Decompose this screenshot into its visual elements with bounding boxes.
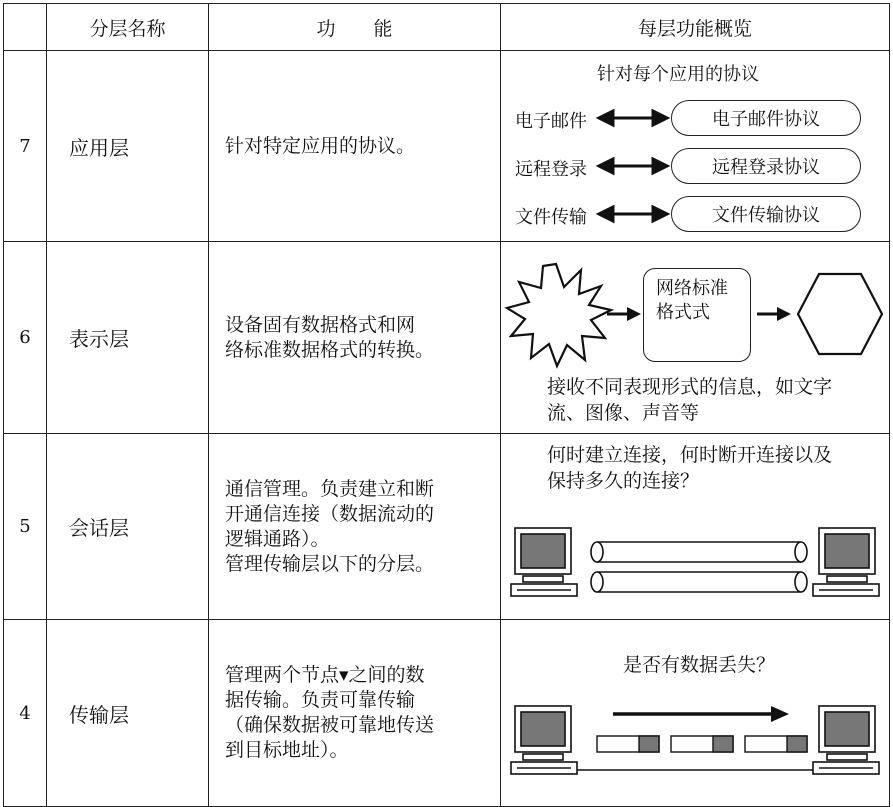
layer-overview (501, 620, 890, 807)
caption-line: 保持多久的连接？ (547, 470, 700, 492)
layer-overview (501, 242, 890, 434)
layer-name: 应用层 (47, 51, 209, 242)
data-packet-icon (745, 736, 807, 752)
caption-line: 接收不同表现形式的信息，如文字 (547, 376, 833, 398)
table-row-layer-7 (4, 51, 890, 242)
hexagon-icon (798, 274, 882, 354)
table-header-row (4, 4, 890, 51)
function-line: 针对特定应用的协议。 (225, 134, 416, 157)
overview-caption: 是否有数据丢失？ (623, 654, 776, 676)
connection-pipe-icon (591, 572, 807, 592)
app-label-email: 电子邮件 (515, 111, 587, 132)
overview-title: 针对每个应用的协议 (597, 64, 759, 85)
box-line: 网络标准 (656, 278, 728, 299)
protocol-pill-file-transfer: 文件传输协议 (671, 196, 861, 232)
function-line: 管理两个节点▾之间的数 (225, 664, 425, 686)
function-line: 逻辑通路）。 (225, 527, 330, 550)
header-layer-name: 分层名称 (47, 4, 209, 51)
function-line: 设备固有数据格式和网 (225, 313, 416, 336)
connection-pipe-icon (591, 542, 807, 562)
layer-function (209, 242, 501, 434)
osi-layer-table (3, 3, 890, 807)
arrow-right-icon (771, 706, 789, 722)
caption-line: 何时建立连接，何时断开连接以及 (547, 444, 833, 466)
layer-number: 6 (4, 242, 47, 434)
table-row-layer-6 (4, 242, 890, 434)
caption-line: 流、图像、声音等 (547, 402, 700, 424)
layer-number: 5 (4, 434, 47, 620)
session-diagram (501, 434, 890, 619)
function-line: 管理传输层以下的分层。 (225, 552, 435, 575)
box-line: 格式式 (656, 302, 710, 323)
network-standard-format-box (643, 268, 751, 362)
header-function (209, 4, 501, 51)
function-line: 络标准数据格式的转换。 (225, 338, 435, 361)
protocol-pill-remote-login: 远程登录协议 (671, 148, 861, 184)
layer-name: 传输层 (47, 620, 209, 807)
function-line: 据传输。负责可靠传输 (225, 689, 416, 711)
layer-name: 表示层 (47, 242, 209, 434)
function-line: 开通信连接（数据流动的 (225, 502, 435, 525)
app-label-remote-login: 远程登录 (515, 159, 587, 180)
starburst-icon (507, 264, 611, 366)
overview-caption (547, 374, 832, 426)
function-line: 通信管理。负责建立和断 (225, 477, 435, 500)
protocol-pill-email: 电子邮件协议 (671, 100, 861, 136)
layer-function (209, 51, 501, 242)
layer-overview (501, 51, 890, 242)
computer-icon (813, 706, 879, 774)
computer-icon (511, 528, 577, 596)
table-row-layer-4 (4, 620, 890, 807)
arrow-right-icon (627, 307, 641, 321)
header-overview: 每层功能概览 (501, 4, 890, 51)
function-line: （确保数据被可靠地传送 (225, 714, 435, 736)
layer-number: 7 (4, 51, 47, 242)
data-packet-icon (671, 736, 733, 752)
layer-function (209, 434, 501, 620)
app-label-file-transfer: 文件传输 (515, 207, 587, 228)
computer-icon (511, 706, 577, 774)
table-row-layer-5 (4, 434, 890, 620)
function-line: 到目标地址）。 (225, 739, 349, 761)
layer-number: 4 (4, 620, 47, 807)
header-function-label: 功 能 (316, 17, 393, 40)
layer-function (209, 620, 501, 807)
data-packet-icon (597, 736, 659, 752)
arrow-right-icon (777, 307, 791, 321)
transport-diagram (501, 620, 890, 806)
layer-name: 会话层 (47, 434, 209, 620)
header-number-cell (4, 4, 47, 51)
layer-overview (501, 434, 890, 620)
computer-icon (813, 528, 879, 596)
